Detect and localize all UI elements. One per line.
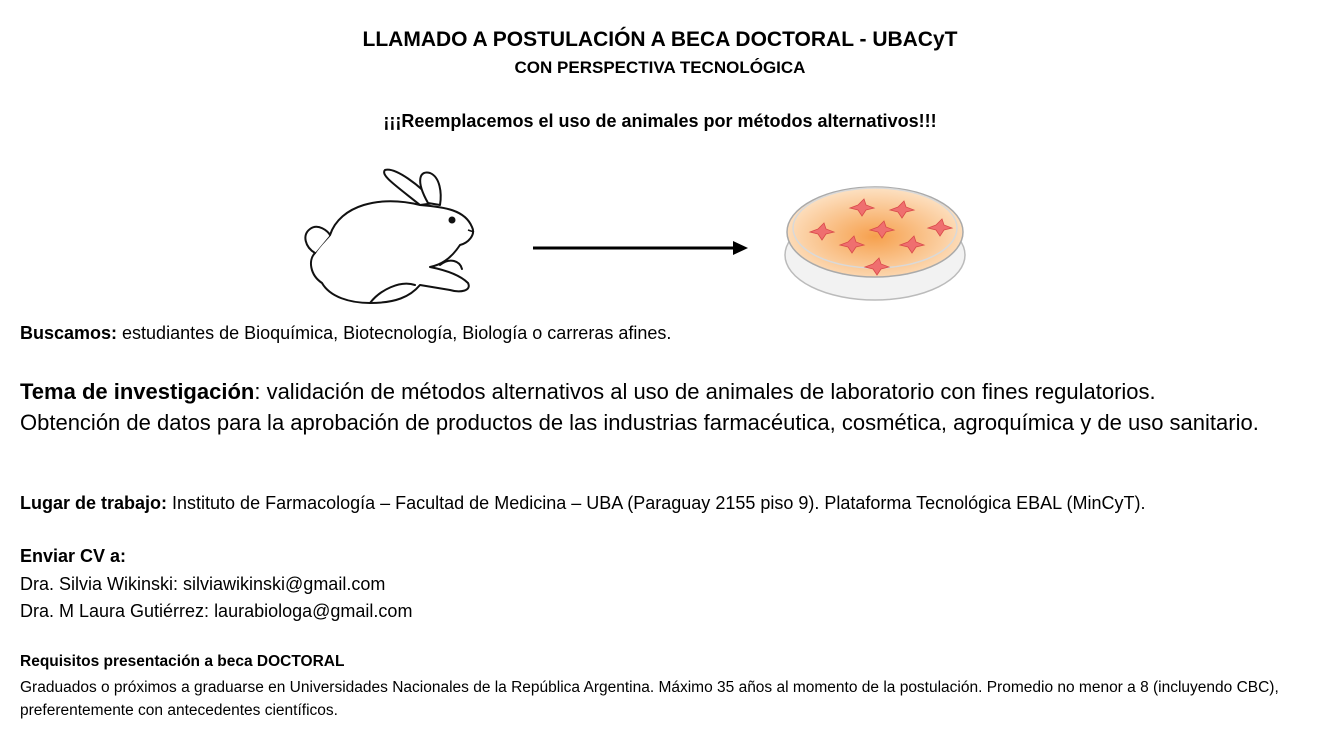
buscamos-text: estudiantes de Bioquímica, Biotecnología, Biología o carreras afines.: [117, 323, 672, 343]
arrow-right-icon: [530, 238, 750, 258]
contact-line: Dra. Silvia Wikinski: silviawikinski@gmail.com: [20, 574, 386, 594]
tema-paragraph: [20, 376, 1260, 438]
petri-dish-cells-illustration: [780, 170, 970, 305]
enviar-label: Enviar CV a:: [20, 546, 127, 566]
page-title: LLAMADO A POSTULACIÓN A BECA DOCTORAL - UBACyT: [362, 28, 958, 51]
requisitos-text: Graduados o próximos a graduarse en Universidades Nacionales de la República Argentina. Máximo 35 años al momento de la postulación. Promedio no menor a 8 (incluyendo CBC), preferentemente con antecedentes científicos.: [20, 679, 1279, 719]
contact-line: Dra. M Laura Gutiérrez: laurabiologa@gmail.com: [20, 601, 413, 621]
tema-text: : validación de métodos alternativos al uso de animales de laboratorio con fines regulatorios. Obtención de datos para la aprobación de productos de las industrias farmacéutica, cosmética, agroquímica y de uso sanitario.: [20, 379, 1259, 435]
lugar-label: Lugar de trabajo:: [20, 493, 168, 513]
slogan: ¡¡¡Reemplacemos el uso de animales por métodos alternativos!!!: [383, 111, 937, 131]
lugar-paragraph: [20, 493, 1146, 514]
buscamos-label: Buscamos:: [20, 323, 118, 343]
rabbit-illustration: [300, 165, 485, 310]
buscamos-paragraph: [20, 323, 671, 344]
page-subtitle: CON PERSPECTIVA TECNOLÓGICA: [514, 58, 806, 77]
requisitos-label: Requisitos presentación a beca DOCTORAL: [20, 653, 345, 670]
lugar-text: Instituto de Farmacología – Facultad de Medicina – UBA (Paraguay 2155 piso 9). Plataforma Tecnológica EBAL (MinCyT).: [167, 493, 1146, 513]
tema-label: Tema de investigación: [20, 379, 255, 404]
